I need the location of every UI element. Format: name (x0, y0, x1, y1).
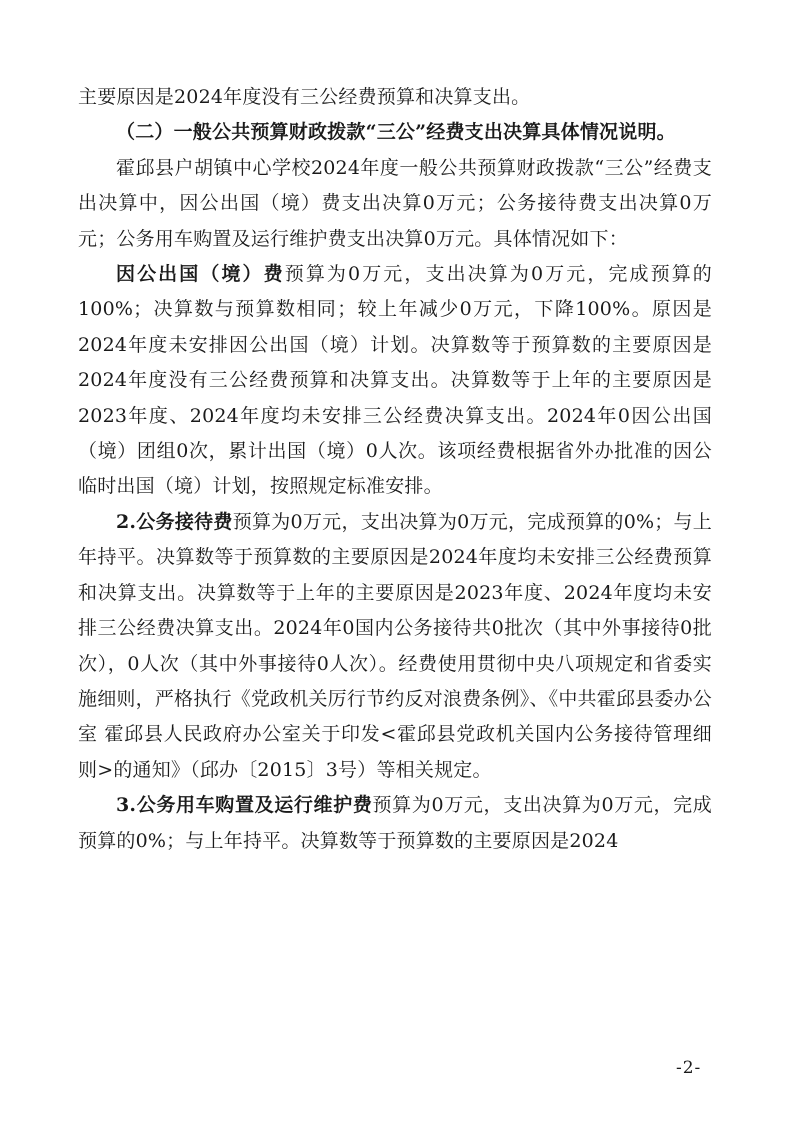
section-heading: （二）一般公共预算财政拨款“三公”经费支出决算具体情况说明。 (116, 121, 676, 144)
document-body (78, 80, 712, 859)
paragraph-reception (78, 505, 712, 788)
paragraph-lead-vehicles: 3.公务用车购置及运行维护费 (116, 794, 373, 817)
paragraph-overseas-travel (78, 257, 712, 505)
paragraph-vehicles (78, 788, 712, 859)
paragraph-body-reception: 预算为0万元，支出决算为0万元，完成预算的0%；与上年持平。决算数等于预算数的主要原因是2024年度均未安排三公经费预算和决算支出。决算数等于上年的主要原因是2023年度、2024年度均未安排三公经费决算支出。2024年0国内公务接待共0批次（其中外事接待0批次），0人次（其中外事接待0人次）。经费使用贯彻中央八项规定和省委实施细则，严格执行《党政机关厉行节约反对浪费条例》、《中共霍邱县委办公室 霍邱县人民政府办公室关于印发<霍邱县党政机关国内公务接待管理细则>的通知》（邱办〔2015〕3号）等相关规定。 (78, 510, 712, 781)
paragraph-continuation: 主要原因是2024年度没有三公经费预算和决算支出。 (78, 86, 531, 108)
paragraph-body-vehicles: 预算为0万元，支出决算为0万元，完成预算的0%；与上年持平。决算数等于预算数的主要原因是2024 (78, 794, 713, 852)
page-number: -2- (676, 1058, 702, 1078)
paragraph-summary: 霍邱县户胡镇中心学校2024年度一般公共预算财政拨款“三公”经费支出决算中，因公出国（境）费支出决算0万元；公务接待费支出决算0万元；公务用车购置及运行维护费支出决算0万元。具体情况如下： (78, 156, 712, 250)
paragraph-body-overseas-travel: 预算为0万元，支出决算为0万元，完成预算的100%；决算数与预算数相同；较上年减少0万元，下降100%。原因是2024年度未安排因公出国（境）计划。决算数等于预算数的主要原因是2024年度没有三公经费预算和决算支出。决算数等于上年的主要原因是2023年度、2024年度均未安排三公经费决算支出。2024年0因公出国（境）团组0次，累计出国（境）0人次。该项经费根据省外办批准的因公临时出国（境）计划，按照规定标准安排。 (78, 263, 712, 498)
paragraph-lead-reception: 2.公务接待费 (116, 510, 233, 533)
paragraph-lead-overseas-travel: 因公出国（境）费 (116, 263, 285, 286)
